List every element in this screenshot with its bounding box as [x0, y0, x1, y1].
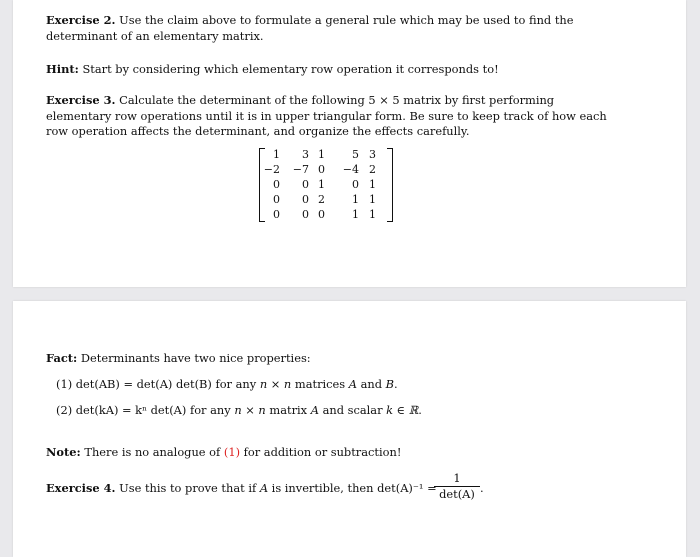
property-1-num: (1) — [56, 377, 73, 391]
matrix-cell: 3 — [302, 148, 309, 161]
matrix-cell: 0 — [302, 208, 309, 221]
note-label: Note: — [46, 445, 81, 459]
note — [46, 445, 611, 461]
matrix-cell: 0 — [318, 208, 325, 221]
matrix-cell: 0 — [273, 208, 280, 221]
exercise-4 — [46, 481, 611, 497]
fact-label: Fact: — [46, 351, 78, 365]
matrix-cell: 5 — [352, 148, 359, 161]
note-text2: for addition or subtraction! — [243, 445, 402, 459]
fraction — [434, 471, 480, 502]
property-1-formula: det(AB) = det(A) det(B) — [75, 377, 212, 391]
property-1-and: and — [360, 377, 383, 391]
matrix-cell: 2 — [369, 163, 376, 176]
matrix-cell: 1 — [318, 178, 325, 191]
fraction-denominator: det(A) — [439, 487, 475, 501]
property-1-dim: n × n — [259, 377, 292, 391]
hint — [46, 62, 611, 78]
fact — [46, 351, 611, 367]
exercise-2 — [46, 13, 611, 44]
matrix-cell: 1 — [273, 148, 280, 161]
property-2 — [56, 403, 621, 419]
hint-label: Hint: — [46, 62, 79, 76]
exercise-4-text2: is invertible, then — [271, 481, 374, 495]
property-1-var1: A — [348, 377, 357, 391]
exercise-4-var: A — [259, 481, 269, 495]
property-1-end: . — [394, 377, 398, 391]
property-2-text2: matrix — [269, 403, 308, 417]
matrix-right-bracket — [387, 148, 393, 222]
exercise-3-text-before: Calculate the determinant of the following — [119, 93, 365, 107]
exercise-3 — [46, 93, 611, 140]
matrix-cell: 1 — [352, 193, 359, 206]
fraction-numerator: 1 — [434, 471, 480, 487]
property-1 — [56, 377, 621, 393]
property-2-end: . — [418, 403, 422, 417]
property-2-num: (2) — [56, 403, 73, 417]
fact-card — [13, 301, 686, 557]
note-ref-link[interactable]: (1) — [223, 445, 241, 459]
exercise-4-lhs: det(A)⁻¹ = — [377, 481, 437, 495]
matrix-cell: 0 — [302, 178, 309, 191]
matrix-cell: −4 — [342, 163, 359, 176]
property-1-text1: for any — [215, 377, 257, 391]
matrix-cell: 0 — [273, 193, 280, 206]
matrix — [256, 146, 396, 222]
exercise-2-text: Use the claim above to formulate a general rule which may be used to find the determinant of an elementary matrix. — [46, 13, 574, 43]
matrix-cell: 0 — [302, 193, 309, 206]
property-2-var1: A — [310, 403, 319, 417]
property-2-and: and scalar — [322, 403, 383, 417]
note-text1: There is no analogue of — [84, 445, 221, 459]
matrix-cell: 0 — [318, 163, 325, 176]
matrix-cell: 0 — [352, 178, 359, 191]
matrix-cell: 1 — [369, 178, 376, 191]
matrix-cell: 1 — [369, 208, 376, 221]
matrix-cell: 0 — [273, 178, 280, 191]
fact-text: Determinants have two nice properties: — [80, 351, 311, 365]
property-2-formula: det(kA) = kⁿ det(A) — [75, 403, 187, 417]
exercise-card — [13, 0, 686, 287]
exercise-4-text1: Use this to prove that if — [119, 481, 257, 495]
matrix-cell: −7 — [292, 163, 309, 176]
exercise-3-label: Exercise 3. — [46, 93, 116, 107]
matrix-cell: 1 — [352, 208, 359, 221]
matrix-cell: 1 — [369, 193, 376, 206]
exercise-4-label: Exercise 4. — [46, 481, 116, 495]
exercise-3-dim: 5 × 5 — [368, 93, 400, 107]
matrix-cell: 1 — [318, 148, 325, 161]
matrix-cell: 3 — [369, 148, 376, 161]
property-2-var2: k ∈ ℝ — [386, 403, 419, 417]
exercise-4-end: . — [480, 481, 484, 495]
property-2-text1: for any — [189, 403, 231, 417]
property-1-var2: B — [385, 377, 395, 391]
hint-text: Start by considering which elementary row operation it corresponds to! — [82, 62, 499, 76]
property-1-text2: matrices — [294, 377, 346, 391]
exercise-3-text-after: matrix by first performing elementary row operations until it is in upper triangular form. Be sure to keep track of how each row operation affects the determinant, and organize the effects carefully. — [46, 93, 607, 139]
property-2-dim: n × n — [234, 403, 266, 417]
matrix-cell: 2 — [318, 193, 325, 206]
exercise-2-label: Exercise 2. — [46, 13, 116, 27]
matrix-cell: −2 — [263, 163, 280, 176]
